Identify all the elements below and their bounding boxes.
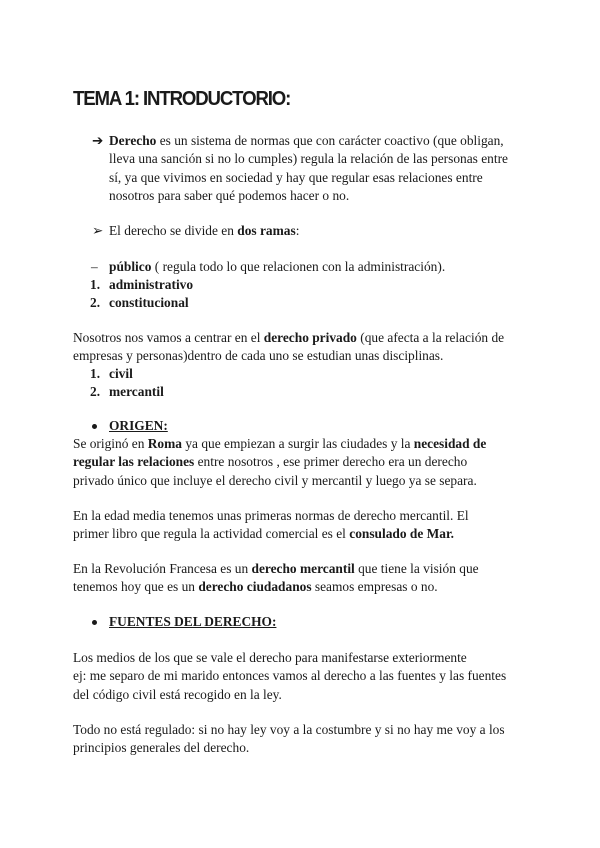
origen-paragraph-3: En la Revolución Francesa es un derecho mercantil que tiene la visión que tenemos hoy que es un derecho ciudadanos seamos empresas o no. [73, 561, 479, 595]
privado-list [90, 365, 164, 402]
ramas-paragraph: El derecho se divide en dos ramas: [109, 223, 300, 238]
privado-paragraph: Nosotros nos vamos a centrar en el derecho privado (que afecta a la relación de empresas y personas)dentro de cada uno se estudian unas disciplinas. [73, 330, 505, 364]
list-item: 2. constitucional [90, 295, 189, 311]
origen-paragraph-1: Se originó en Roma ya que empiezan a surgir las ciudades y la necesidad de regular las relaciones entre nosotros , ese primer derecho era un derecho privado único que incluye el derecho civil y mercantil y luego ya se separa. [73, 436, 487, 488]
list-item: 1. civil [90, 366, 133, 381]
term-derecho: Derecho [109, 133, 157, 148]
publico-list [90, 276, 193, 313]
origen-paragraph-2: En la edad media tenemos unas primeras normas de derecho mercantil. El primer libro que regula la actividad comercial es el consulado de Mar. [73, 508, 469, 542]
triangle-bullet-icon: ➢ [92, 223, 104, 238]
publico-paragraph: público ( regula todo lo que relacionen con la administración). [109, 259, 446, 274]
arrow-bullet-icon: ➔ [92, 133, 104, 148]
fuentes-paragraph-2: Todo no está regulado: si no hay ley voy a la costumbre y si no hay me voy a los principios generales del derecho. [73, 722, 505, 756]
list-item: 2. mercantil [90, 384, 164, 400]
dash-bullet-icon: – [91, 259, 98, 274]
section-heading-origen: ORIGEN: [109, 418, 168, 433]
section-heading-fuentes: FUENTES DEL DERECHO: [109, 614, 277, 629]
round-bullet-icon [92, 620, 97, 625]
intro-paragraph: Derecho es un sistema de normas que con carácter coactivo (que obligan, lleva una sanción si no lo cumples) regula la relación de las personas entre sí, ya que vivimos en sociedad y hay que regular esas relaciones entre nosotros para saber qué podemos hacer o no. [109, 133, 508, 203]
round-bullet-icon [92, 424, 97, 429]
fuentes-paragraph-1: Los medios de los que se vale el derecho para manifestarse exteriormente ej: me separo de mi marido entonces vamos al derecho a las fuentes y las fuentes del código civil está recogido en la ley. [73, 650, 507, 702]
page-title: TEMA 1: INTRODUCTORIO: [73, 88, 291, 110]
list-item: 1. administrativo [90, 277, 194, 292]
